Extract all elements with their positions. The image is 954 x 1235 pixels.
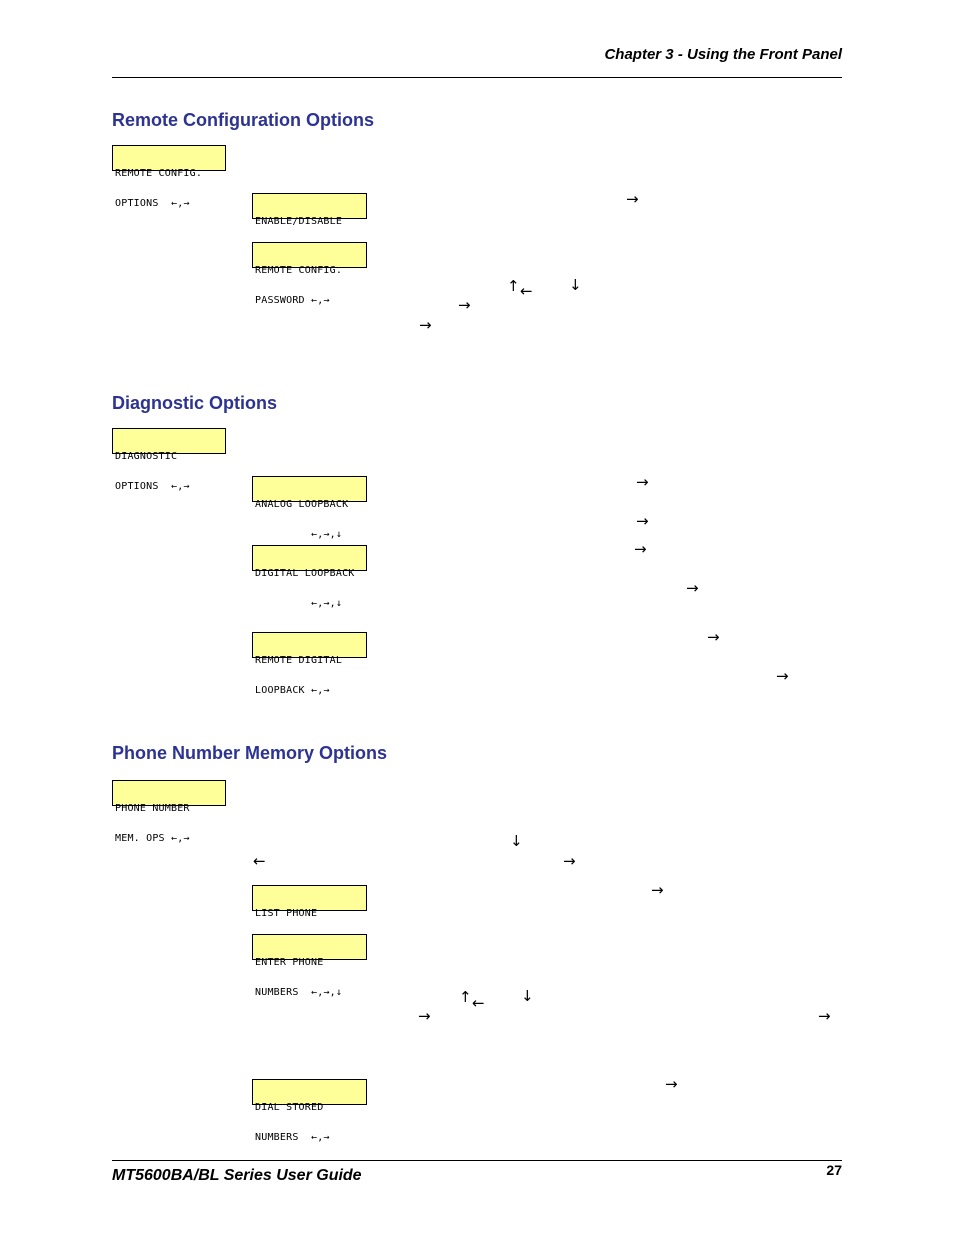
lcd-digital-loopback [252, 545, 367, 609]
lcd-line-1: ENTER PHONE [255, 957, 324, 968]
lcd-line-1: REMOTE CONFIG. [255, 265, 343, 276]
right-arrow-icon: → [626, 190, 639, 208]
chapter-header: Chapter 3 - Using the Front Panel [604, 46, 842, 63]
right-arrow-icon: → [651, 881, 664, 899]
right-arrow-icon: → [776, 667, 789, 685]
section-title-diagnostic: Diagnostic Options [112, 393, 278, 413]
down-arrow-icon: ↓ [521, 987, 534, 1005]
lcd-analog-loopback [252, 476, 367, 540]
lcd-line-1: LIST PHONE [255, 908, 318, 919]
down-arrow-icon: ↓ [510, 832, 523, 850]
right-arrow-icon: → [418, 1007, 431, 1025]
lcd-remote-config-password [252, 242, 367, 306]
right-arrow-icon: → [563, 852, 576, 870]
lcd-line-2: OPTIONS ←,→ [115, 481, 190, 492]
right-arrow-icon: → [665, 1075, 678, 1093]
lcd-line-1: PHONE NUMBER [115, 803, 190, 814]
lcd-list-phone-numbers [252, 885, 367, 919]
footer-rule [112, 1160, 842, 1161]
left-arrow-icon: ← [253, 852, 266, 870]
lcd-diagnostic-options [112, 428, 226, 492]
right-arrow-icon: → [634, 540, 647, 558]
left-arrow-icon: ← [472, 994, 485, 1012]
left-arrow-icon: ← [520, 282, 533, 300]
lcd-line-2: MEM. OPS ←,→ [115, 833, 190, 844]
lcd-line-2: LOOPBACK ←,→ [255, 685, 330, 696]
right-arrow-icon: → [458, 296, 471, 314]
lcd-enable-disable-rc [252, 193, 367, 227]
lcd-line-1: ENABLE/DISABLE [255, 216, 343, 227]
right-arrow-icon: → [636, 473, 649, 491]
lcd-remote-digital-loopback [252, 632, 367, 696]
lcd-line-2: NUMBERS ←,→,↓ [255, 987, 343, 998]
lcd-line-2: OPTIONS ←,→ [115, 198, 190, 209]
lcd-line-2: ←,→,↓ [255, 529, 343, 540]
lcd-line-2: NUMBERS ←,→ [255, 1132, 330, 1143]
lcd-line-1: ANALOG LOOPBACK [255, 499, 349, 510]
lcd-line-1: REMOTE DIGITAL [255, 655, 343, 666]
lcd-enter-phone-numbers [252, 934, 367, 998]
lcd-line-1: DIGITAL LOOPBACK [255, 568, 355, 579]
right-arrow-icon: → [686, 579, 699, 597]
lcd-line-2: ←,→,↓ [255, 598, 343, 609]
section-title-remote-config: Remote Configuration Options [112, 110, 374, 130]
lcd-line-1: DIAGNOSTIC [115, 451, 178, 462]
right-arrow-icon: → [818, 1007, 831, 1025]
guide-title: MT5600BA/BL Series User Guide [112, 1167, 362, 1184]
lcd-line-1: DIAL STORED [255, 1102, 324, 1113]
header-rule [112, 77, 842, 78]
right-arrow-icon: → [419, 316, 432, 334]
right-arrow-icon: → [636, 512, 649, 530]
page-number: 27 [826, 1162, 842, 1178]
up-arrow-icon: ↑ [459, 988, 472, 1006]
lcd-dial-stored-numbers [252, 1079, 367, 1143]
lcd-line-2: PASSWORD ←,→ [255, 295, 330, 306]
lcd-line-1: REMOTE CONFIG. [115, 168, 203, 179]
section-title-phone-memory: Phone Number Memory Options [112, 743, 388, 763]
right-arrow-icon: → [707, 628, 720, 646]
up-arrow-icon: ↑ [507, 277, 520, 295]
down-arrow-icon: ↓ [569, 276, 582, 294]
lcd-phone-number-mem-ops [112, 780, 226, 844]
lcd-remote-config-options [112, 145, 226, 209]
